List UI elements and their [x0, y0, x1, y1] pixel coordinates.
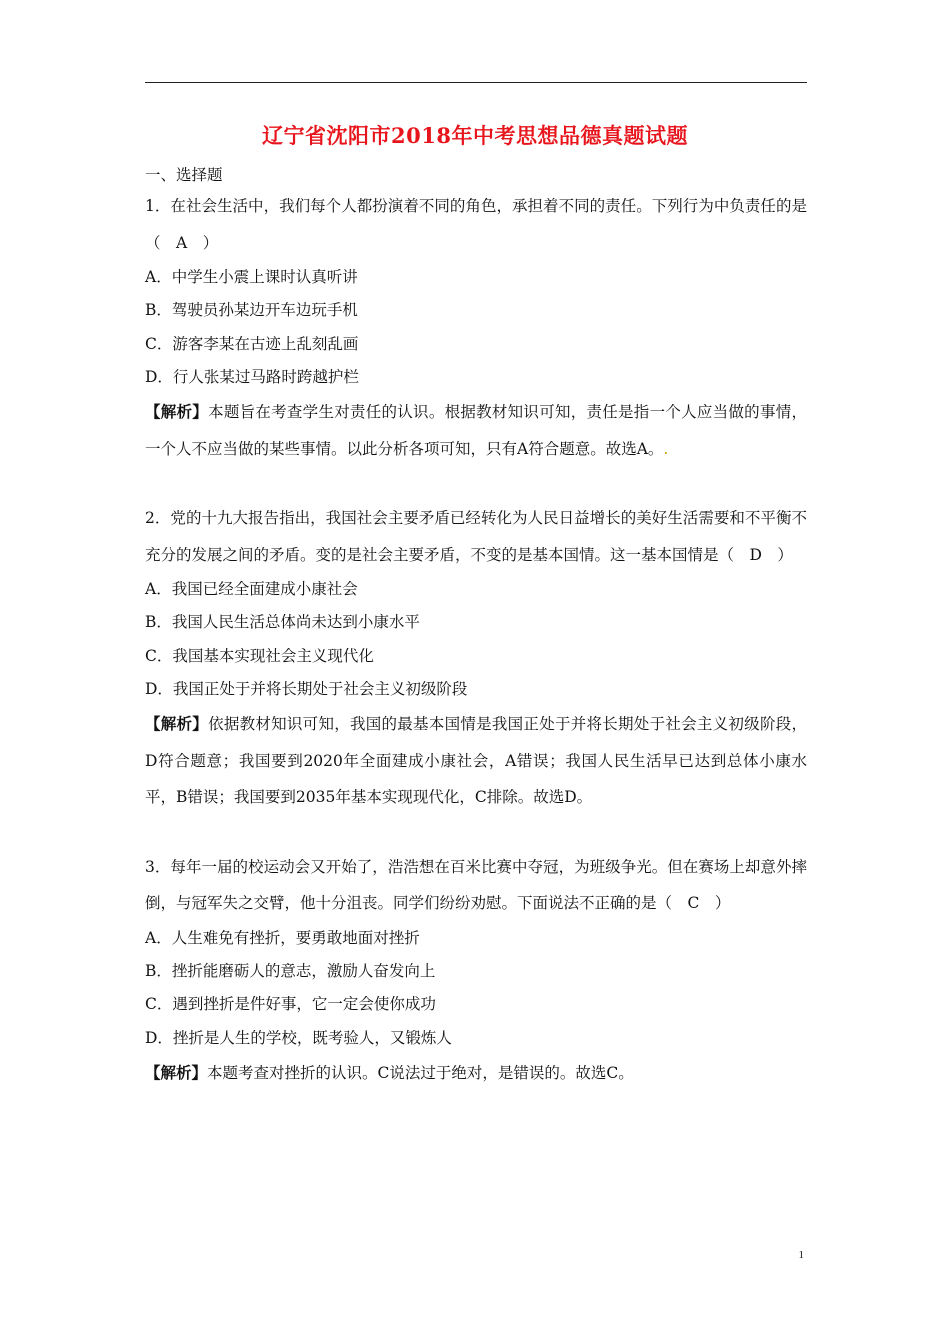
question-stem: 2．党的十九大报告指出，我国社会主要矛盾已经转化为人民日益增长的美好生活需要和不平衡不充分的发展之间的矛盾。变的是社会主要矛盾，不变的是基本国情。这一基本国情是（ D ）: [145, 509, 807, 564]
section-title: 一、选择题: [145, 166, 223, 184]
option-c: C．游客李某在古迹上乱刻乱画: [145, 334, 359, 353]
analysis-tail: .: [663, 439, 669, 458]
analysis-label: 【解析】: [145, 714, 209, 734]
question-block: [145, 500, 807, 816]
option-b: B．驾驶员孙某边开车边玩手机: [145, 301, 358, 320]
option-b: B．挫折能磨砺人的意志，激励人奋发向上: [145, 962, 436, 981]
question-list: [145, 188, 807, 1092]
question-stem: 3．每年一届的校运动会又开始了，浩浩想在百米比赛中夺冠，为班级争光。但在赛场上却意外摔倒，与冠军失之交臂，他十分沮丧。同学们纷纷劝慰。下面说法不正确的是（ C ）: [145, 857, 807, 913]
analysis-label: 【解析】: [145, 402, 209, 422]
option-b: B．我国人民生活总体尚未达到小康水平: [145, 613, 420, 632]
option-d: D．行人张某过马路时跨越护栏: [145, 367, 359, 386]
header-rule: [145, 82, 807, 83]
question-stem: 1．在社会生活中，我们每个人都扮演着不同的角色，承担着不同的责任。下列行为中负责任的是（ A ）: [145, 197, 807, 252]
page-number: 1: [798, 1249, 804, 1261]
analysis: [145, 706, 807, 816]
option-a: A．人生难免有挫折，要勇敢地面对挫折: [145, 928, 420, 947]
option-a: A．我国已经全面建成小康社会: [145, 580, 358, 599]
analysis-text: 本题旨在考查学生对责任的认识。根据教材知识可知，责任是指一个人应当做的事情，一个人不应当做的某些事情。以此分析各项可知，只有A符合题意。故选A。: [145, 403, 807, 458]
option-d: D．挫折是人生的学校，既考验人，又锻炼人: [145, 1028, 452, 1047]
analysis-text: 本题考查对挫折的认识。C说法过于绝对，是错误的。故选C。: [207, 1064, 634, 1083]
question-block: [145, 188, 807, 467]
option-c: C．遇到挫折是件好事，它一定会使你成功: [145, 995, 436, 1014]
analysis: [145, 1055, 807, 1092]
option-a: A．中学生小震上课时认真听讲: [145, 268, 358, 286]
analysis-label: 【解析】: [145, 1063, 208, 1083]
option-d: D．我国正处于并将长期处于社会主义初级阶段: [145, 680, 468, 699]
page-title: 辽宁省沈阳市2018年中考思想品德真题试题: [262, 123, 688, 148]
analysis: [145, 394, 807, 467]
question-block: [145, 849, 807, 1092]
option-c: C．我国基本实现社会主义现代化: [145, 646, 374, 665]
analysis-text: 依据教材知识可知，我国的最基本国情是我国正处于并将长期处于社会主义初级阶段，D符合题意；我国要到2020年全面建成小康社会，A错误；我国人民生活早已达到总体小康水平，B错误；我国要到2035年基本实现现代化，C排除。故选D。: [145, 715, 807, 807]
